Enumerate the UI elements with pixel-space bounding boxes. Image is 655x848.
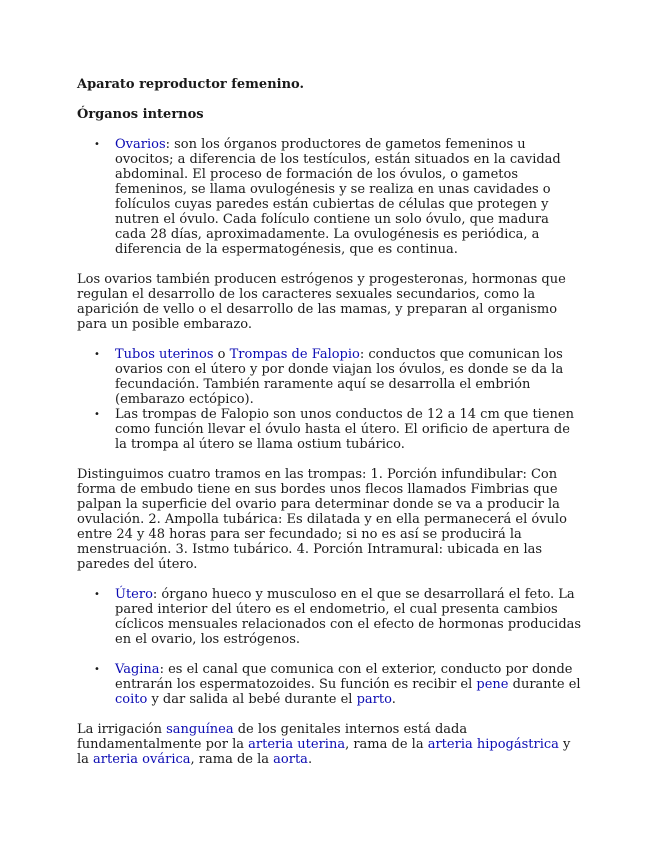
link-vagina[interactable]: Vagina bbox=[115, 662, 160, 677]
link-parto[interactable]: parto bbox=[356, 692, 392, 707]
bullet-list-utero bbox=[77, 587, 582, 647]
link-trompas-falopio[interactable]: Trompas de Falopio bbox=[229, 347, 360, 362]
document-page bbox=[77, 75, 582, 767]
list-item-utero bbox=[77, 587, 582, 647]
irrigacion-text-1: La irrigación bbox=[77, 722, 167, 737]
irrigacion-text-4: y la bbox=[77, 737, 571, 767]
list-item-tubos bbox=[77, 347, 582, 407]
irrigacion-text-3: , rama de la bbox=[345, 737, 428, 752]
link-utero[interactable]: Útero bbox=[115, 587, 153, 602]
paragraph-tramos: Distinguimos cuatro tramos en las trompas: 1. Porción infundibular: Con forma de embudo tiene en sus bordes unos flecos llamados Fimbrias que palpan la superficie del ovario para determinar donde se va a producir la ovulación. 2. Ampolla tubárica: Es dilatada y en ella permanecerá el óvulo entre 24 y 48 horas para ser fecundado; si no es así se producirá la menstruación. 3. Istmo tubárico. 4. Porción Intramural: ubicada en las paredes del útero. bbox=[77, 467, 567, 572]
vagina-text-1: : es el canal que comunica con el exterior, conducto por donde entrarán los espermatozoides. Su función es recibir el bbox=[115, 662, 573, 692]
utero-text: : órgano hueco y musculoso en el que se desarrollará el feto. La pared interior del útero es el endometrio, el cual presenta cambios cíclicos mensuales relacionados con el efecto de hormonas producidas en el ovario, los estrógenos. bbox=[115, 587, 582, 647]
bullet-list-ovarios bbox=[77, 137, 582, 257]
document-title: Aparato reproductor femenino. bbox=[77, 77, 305, 92]
irrigacion-text-2: de los genitales internos está dada fundamentalmente por la bbox=[77, 722, 468, 752]
link-ovarios[interactable]: Ovarios bbox=[115, 137, 166, 152]
bullet-list-vagina bbox=[77, 662, 582, 707]
link-aorta[interactable]: aorta bbox=[273, 752, 308, 767]
link-arteria-hipogastrica[interactable]: arteria hipogástrica bbox=[427, 737, 559, 752]
vagina-text-4: . bbox=[391, 692, 396, 707]
irrigacion-text-6: . bbox=[307, 752, 313, 767]
link-tubos-uterinos[interactable]: Tubos uterinos bbox=[115, 347, 214, 362]
list-item-ovarios bbox=[77, 137, 582, 257]
trompas-text: Las trompas de Falopio son unos conductos de 12 a 14 cm que tienen como función llevar el óvulo hasta el útero. El orificio de apertura de la trompa al útero se llama ostium tubárico. bbox=[115, 407, 574, 452]
link-arteria-ovarica[interactable]: arteria ovárica bbox=[93, 752, 191, 767]
paragraph-irrigacion bbox=[77, 722, 582, 767]
tubos-text: : conductos que comunican los ovarios con el útero y por donde viajan los óvulos, es donde se da la fecundación. También raramente aquí se desarrolla el embrión (embarazo ectópico). bbox=[115, 347, 564, 407]
section-heading: Órganos internos bbox=[77, 107, 204, 122]
ovarios-text: : son los órganos productores de gametos femeninos u ovocitos; a diferencia de los testículos, están situados en la cavidad abdominal. El proceso de formación de los óvulos, o gametos femeninos, se llama ovulogénesis y se realiza en unas cavidades o folículos cuyas paredes están cubiertas de células que protegen y nutren el óvulo. Cada folículo contiene un solo óvulo, que madura cada 28 días, aproximadamente. La ovulogénesis es periódica, a diferencia de la espermatogénesis, que es continua. bbox=[115, 137, 561, 257]
paragraph-hormonas: Los ovarios también producen estrógenos y progesteronas, hormonas que regulan el desarrollo de los caracteres sexuales secundarios, como la aparición de vello o el desarrollo de las mamas, y preparan al organismo para un posible embarazo. bbox=[77, 272, 566, 332]
list-item-trompas bbox=[77, 407, 582, 452]
link-coito[interactable]: coito bbox=[115, 692, 148, 707]
list-item-vagina bbox=[77, 662, 582, 707]
link-pene[interactable]: pene bbox=[476, 677, 509, 692]
vagina-text-3: y dar salida al bebé durante el bbox=[147, 692, 357, 707]
tubos-connector: o bbox=[213, 347, 230, 362]
vagina-text-2: durante el bbox=[508, 677, 581, 692]
link-sanguinea[interactable]: sanguínea bbox=[166, 722, 234, 737]
bullet-list-trompas bbox=[77, 347, 582, 452]
link-arteria-uterina[interactable]: arteria uterina bbox=[248, 737, 346, 752]
irrigacion-text-5: , rama de la bbox=[190, 752, 274, 767]
